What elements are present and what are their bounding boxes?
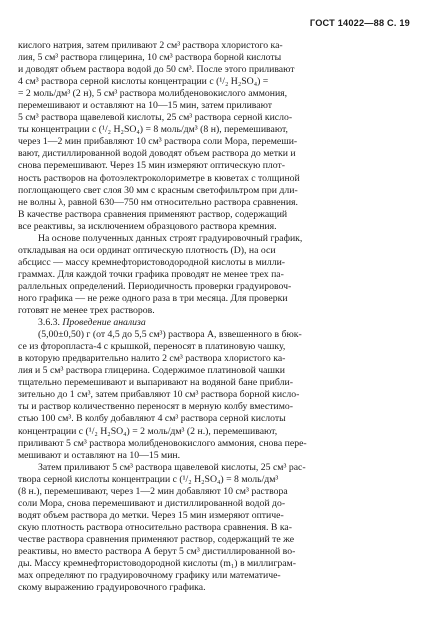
text-line: мешивают и оставляют на 10—15 мин. — [18, 449, 181, 461]
text-line: раллельных определений. Периодичность проверки градуировоч- — [18, 280, 292, 292]
text-line: все реактивы, за исключением образцового раствора кремния. — [18, 220, 277, 232]
text-line: тщательно перемешивают и выпаривают на водяной бане прибли- — [18, 377, 293, 389]
text-line: через 1—2 мин прибавляют 10 см³ раствора соли Мора, перемеши- — [18, 136, 298, 148]
text-line: соли Мора, снова перемешивают и дистиллированной водой до- — [18, 497, 286, 509]
text-line: и доводят объем раствора водой до 50 см³. После этого приливают — [18, 64, 295, 76]
text-line: реактивы, но вместо раствора А берут 5 см³ дистиллированной во- — [18, 545, 296, 557]
text-line: В качестве раствора сравнения применяют раствор, содержащий — [18, 208, 288, 220]
text-line: лия, 5 см³ раствора глицерина, 10 см³ раствора борной кислоты — [18, 52, 282, 64]
text-line: вают, дистиллированной водой доводят объем раствора до метки и — [18, 148, 296, 160]
text-line: На основе полученных данных строят градуировочный график, — [38, 232, 303, 244]
body-text — [18, 40, 412, 594]
text-line: Затем приливают 5 см³ раствора щавелевой кислоты, 25 см³ рас- — [38, 461, 306, 473]
text-line: стью 100 см³. В колбу добавляют 4 см³ раствора серной кислоты — [18, 413, 286, 425]
text-line: лия и 5 см³ раствора глицерина. Содержимое платиновой чашки — [18, 365, 285, 377]
text-line: кислого натрия, затем приливают 2 см³ раствора хлористого ка- — [18, 40, 283, 51]
text-line: концентрации с (¹/₂ H₂SO₄) = 2 моль/дм³ (2 н.), перемешивают, — [18, 425, 278, 437]
text-line: ного графика — не реже одного раза в три месяца. Для проверки — [18, 292, 288, 304]
text-line: (8 н.), перемешивают, через 1—2 мин добавляют 10 см³ раствора — [18, 485, 288, 497]
text-line: скому выражению градуировочного графика. — [18, 582, 206, 594]
text-line: скую плотность раствора относительно раствора сравнения. В ка- — [18, 521, 293, 533]
text-line: приливают 5 см³ раствора молибденовокислого аммония, снова пере- — [18, 437, 307, 449]
text-line: (5,00±0,50) г (от 4,5 до 5,5 см³) раствора А, взвешенного в бюк- — [38, 329, 302, 341]
text-line: ты и раствор количественно переносят в мерную колбу вместимо- — [18, 401, 294, 413]
text-line: готовят не менее трех растворов. — [18, 305, 155, 317]
text-line: 5 см³ раствора щавелевой кислоты, 25 см³ раствора серной кисло- — [18, 112, 293, 124]
text-line: се из фторопласта-4 с крышкой, переносят в платиновую чашку, — [18, 341, 286, 353]
text-line: абсцисс — массу кремнефтористоводородной кислоты в милли- — [18, 256, 286, 268]
text-line: в которую предварительно налито 2 см³ раствора хлористого ка- — [18, 353, 286, 365]
text-line: твора серной кислоты концентрации с (¹/₂ H₂SO₄) = 8 моль/дм³ — [18, 473, 279, 485]
text-line: поглощающего свет слоя 30 мм с красным светофильтром при дли- — [18, 184, 298, 196]
section-heading: 3.6.3. Проведение анализа — [38, 317, 146, 329]
text-line: зительно до 1 см³, затем прибавляют 10 см³ раствора борной кисло- — [18, 389, 300, 401]
page-header: ГОСТ 14022—88 С. 19 — [309, 18, 410, 28]
text-line: = 2 моль/дм³ (2 н), 5 см³ раствора молибденовокислого аммония, — [18, 88, 288, 100]
text-line: ность растворов на фотоэлектроколориметре в кюветах с толщиной — [18, 172, 300, 184]
text-line: откладывая на оси ординат оптическую плотность (D), на оси — [18, 244, 276, 256]
text-line: мах определяют по градуировочному графику или математиче- — [18, 570, 281, 582]
text-line: перемешивают и оставляют на 10—15 мин, затем приливают — [18, 100, 272, 112]
text-line: ды. Массу кремнефтористоводородной кислоты (m₁) в миллиграм- — [18, 558, 296, 570]
text-line: честве раствора сравнения применяют раствор, содержащий те же — [18, 533, 295, 545]
text-line: не волны λ, равной 630—750 нм относительно раствора сравнения. — [18, 196, 298, 208]
text-line: 4 см³ раствора серной кислоты концентрации с (¹/₂ H₂SO₄) = — [18, 76, 269, 88]
text-line: граммах. Для каждой точки графика проводят не менее трех па- — [18, 268, 284, 280]
text-line: водят объем раствора до метки. Через 15 мин измеряют оптиче- — [18, 509, 284, 521]
text-line: снова перемешивают. Через 15 мин измеряют оптическую плот- — [18, 160, 286, 172]
text-line: ты концентрации с (¹/₂ H₂SO₄) = 8 моль/дм³ (8 н), перемешивают, — [18, 124, 288, 136]
